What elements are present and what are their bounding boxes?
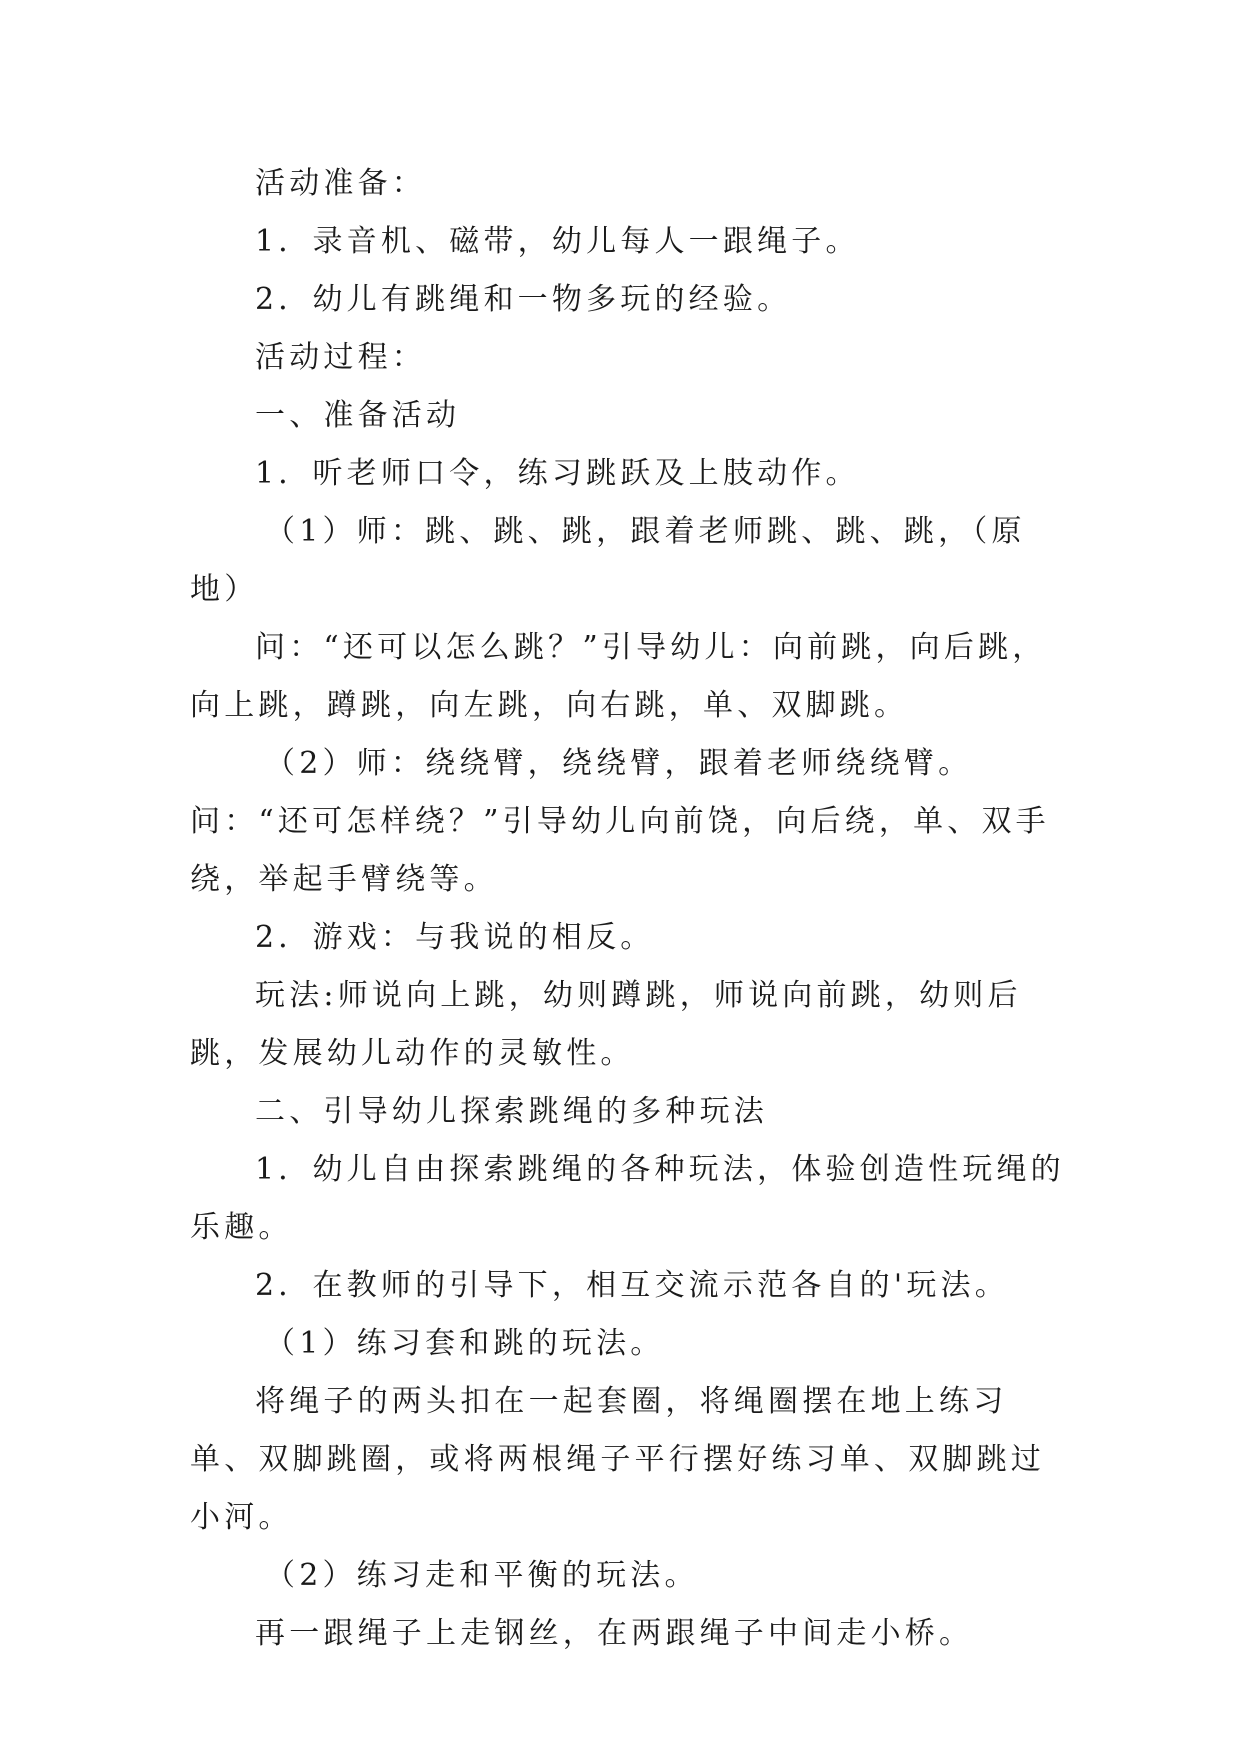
paragraph: 1．听老师口令，练习跳跃及上肢动作。 bbox=[255, 456, 860, 491]
paragraph: 1．幼儿自由探索跳绳的各种玩法，体验创造性玩绳的乐趣。 bbox=[190, 1152, 1065, 1245]
paragraph: 玩法:师说向上跳，幼则蹲跳，师说向前跳，幼则后跳，发展幼儿动作的灵敏性。 bbox=[190, 978, 1022, 1071]
paragraph: 将绳子的两头扣在一起套圈，将绳圈摆在地上练习单、双脚跳圈，或将两根绳子平行摆好练习单、双脚跳过小河。 bbox=[190, 1384, 1045, 1535]
document-body bbox=[190, 155, 1070, 1663]
paragraph: 问：“还可以怎么跳？”引导幼儿：向前跳，向后跳，向上跳，蹲跳，向左跳，向右跳，单、双脚跳。 bbox=[190, 630, 1047, 723]
section-heading-explore: 二、引导幼儿探索跳绳的多种玩法 bbox=[255, 1094, 768, 1129]
section-heading-warmup: 一、准备活动 bbox=[255, 398, 461, 433]
paragraph: 2．在教师的引导下，相互交流示范各自的'玩法。 bbox=[255, 1268, 1009, 1303]
section-heading-process: 活动过程： bbox=[255, 340, 426, 375]
paragraph: 2．幼儿有跳绳和一物多玩的经验。 bbox=[255, 282, 792, 317]
paragraph: （2）练习走和平衡的玩法。 bbox=[265, 1558, 699, 1593]
paragraph: （2）师：绕绕臂，绕绕臂，跟着老师绕绕臂。问：“还可怎样绕？”引导幼儿向前饶，向后绕，单、双手绕，举起手臂绕等。 bbox=[190, 746, 1050, 897]
paragraph: （1）练习套和跳的玩法。 bbox=[265, 1326, 665, 1361]
section-heading-preparation: 活动准备： bbox=[255, 166, 426, 201]
paragraph: （1）师：跳、跳、跳，跟着老师跳、跳、跳，（原地） bbox=[190, 514, 1026, 607]
paragraph: 再一跟绳子上走钢丝，在两跟绳子中间走小桥。 bbox=[255, 1616, 974, 1651]
paragraph: 1．录音机、磁带，幼儿每人一跟绳子。 bbox=[255, 224, 860, 259]
paragraph: 2．游戏：与我说的相反。 bbox=[255, 920, 655, 955]
